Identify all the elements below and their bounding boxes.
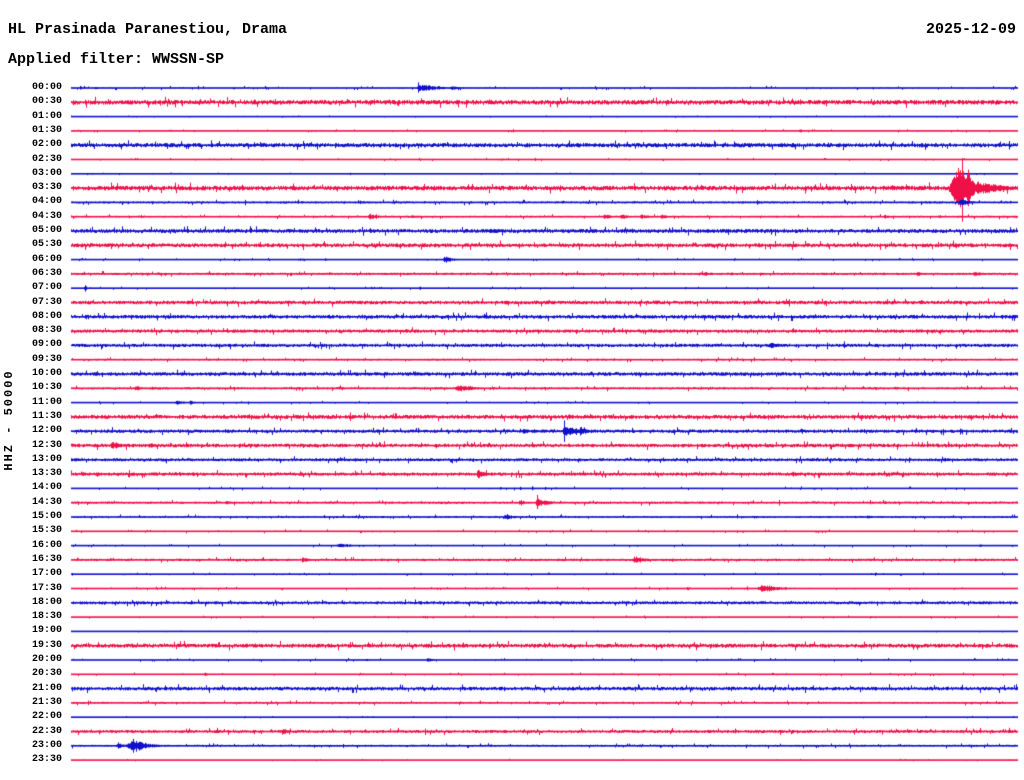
trace-time-label: 09:30 (31, 353, 62, 365)
trace-time-label: 16:00 (31, 539, 62, 551)
trace-time-label: 10:30 (31, 382, 62, 394)
trace-time-label: 14:30 (31, 496, 62, 508)
trace-time-label: 21:00 (31, 682, 62, 694)
trace-time-label: 04:30 (31, 210, 62, 222)
trace-time-label: 15:00 (31, 511, 62, 522)
trace-time-label: 00:30 (31, 96, 62, 108)
trace-time-label: 13:30 (31, 468, 62, 480)
trace-time-label: 20:00 (31, 654, 62, 665)
trace-time-label: 15:30 (31, 525, 62, 537)
trace-time-label: 00:00 (31, 82, 62, 93)
trace-time-label: 11:00 (31, 396, 62, 408)
trace-time-label: 03:30 (31, 182, 62, 194)
trace-time-label: 19:00 (31, 625, 62, 637)
trace-time-label: 12:00 (31, 425, 62, 437)
station-title: HL Prasinada Paranestiou, Drama (8, 21, 288, 38)
trace-time-label: 18:30 (31, 611, 62, 623)
trace-time-label: 18:00 (31, 596, 62, 608)
trace-time-label: 06:30 (31, 267, 62, 279)
trace-time-label: 09:00 (31, 339, 62, 351)
trace-time-label: 07:00 (31, 282, 62, 294)
trace-time-label: 23:30 (31, 754, 62, 766)
trace-time-label: 04:00 (31, 196, 62, 208)
trace-time-label: 07:30 (31, 296, 62, 308)
trace-time-label: 17:00 (31, 568, 62, 580)
trace-time-label: 01:30 (31, 124, 62, 136)
trace-time-label: 17:30 (31, 582, 62, 594)
filter-label: Applied filter: WWSSN-SP (8, 51, 225, 68)
trace-time-label: 03:00 (31, 167, 62, 179)
trace-time-label: 11:30 (31, 410, 62, 422)
trace-time-label: 19:30 (31, 639, 62, 651)
plot-date: 2025-12-09 (925, 21, 1016, 38)
trace-time-label: 01:00 (31, 110, 62, 122)
trace-time-label: 21:30 (31, 696, 62, 708)
trace-time-label: 02:00 (31, 139, 62, 151)
trace-time-label: 08:00 (31, 310, 62, 322)
channel-scale-label: HHZ - 50000 (2, 369, 16, 471)
trace-time-label: 13:00 (31, 453, 62, 465)
trace-time-label: 14:00 (31, 482, 62, 494)
trace-time-label: 12:30 (31, 439, 62, 451)
trace-time-label: 10:00 (31, 368, 62, 379)
trace-time-label: 23:00 (31, 739, 62, 751)
trace-time-label: 08:30 (31, 325, 62, 337)
trace-time-label: 16:30 (31, 553, 62, 565)
trace-time-label: 05:00 (31, 225, 62, 236)
trace-time-label: 20:30 (31, 668, 62, 680)
trace-time-label: 22:00 (31, 711, 62, 723)
trace-time-label: 05:30 (31, 239, 62, 251)
trace-time-label: 22:30 (31, 725, 62, 737)
trace-time-label: 02:30 (31, 153, 62, 165)
trace-time-label: 06:00 (31, 253, 62, 265)
